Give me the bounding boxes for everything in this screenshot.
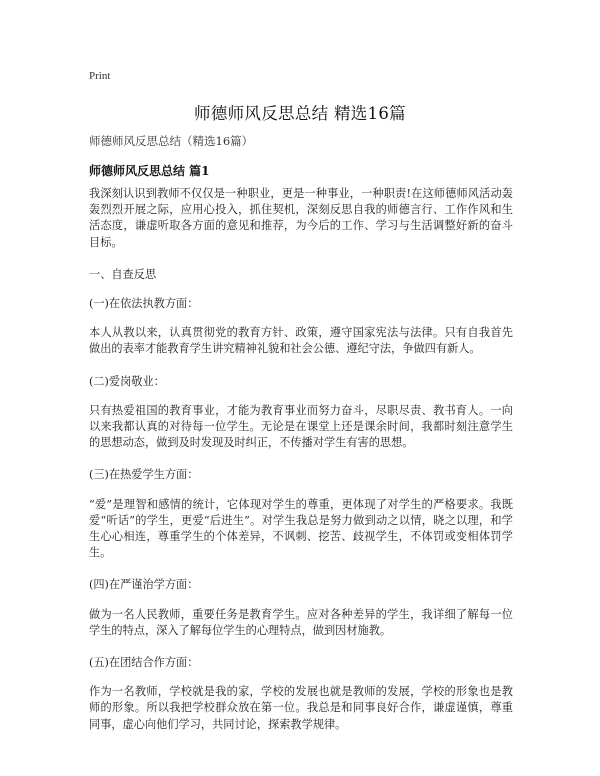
section-heading-self-review: 一、自查反思 (89, 267, 157, 281)
subheading-teamwork: (五)在团结合作方面： (89, 656, 199, 670)
section-heading: 师德师风反思总结 篇1 (89, 164, 210, 178)
paragraph-law: 本人从教以来，认真贯彻党的教育方针、政策，遵守国家宪法与法律。只有自我首先做出的表率才能教育学生讲究精神礼貌和社会公德、遵纪守法，争做四有新人。 (89, 326, 513, 356)
paragraph-love-students: “爱”是理智和感情的统计，它体现对学生的尊重，更体现了对学生的严格要求。我既爱“听话”的学生，更爱“后进生”。对学生我总是努力做到动之以情，晓之以理，和学生心心相连，尊重学生的个体差异，不讽刺、挖苦、歧视学生，不体罚或变相体罚学生。 (89, 497, 513, 560)
subheading-dedication: (二)爱岗敬业： (89, 374, 165, 388)
subheading-love-students: (三)在热爱学生方面： (89, 468, 199, 482)
subheading-law: (一)在依法执教方面： (89, 297, 199, 311)
document-title: 师德师风反思总结 精选16篇 (194, 104, 406, 123)
document-body (89, 186, 513, 749)
document-subtitle: 师德师风反思总结（精选16篇） (89, 134, 254, 148)
subheading-rigorous-study: (四)在严谨治学方面： (89, 578, 199, 592)
print-label[interactable]: Print (89, 70, 111, 82)
paragraph-rigorous-study: 做为一名人民教师，重要任务是教育学生。应对各种差异的学生，我详细了解每一位学生的特点，深入了解每位学生的心理特点，做到因材施教。 (89, 607, 513, 637)
paragraph-teamwork: 作为一名教师，学校就是我的家，学校的发展也就是教师的发展，学校的形象也是教师的形象。所以我把学校群众放在第一位。我总是和同事良好合作，谦虚谨慎，尊重同事，虚心向他们学习，共同讨论，探索教学规律。 (89, 685, 513, 731)
paragraph-dedication: 只有热爱祖国的教育事业，才能为教育事业而努力奋斗，尽职尽责、教书育人。一向以来我都认真的对待每一位学生。无论是在课堂上还是课余时间，我都时刻注意学生的思想动态，做到及时发现及时纠正，不传播对学生有害的思想。 (89, 403, 513, 450)
paragraph-intro: 我深刻认识到教师不仅仅是一种职业，更是一种事业，一种职责!在这师德师风活动轰轰烈烈开展之际，应用心投入，抓住契机，深刻反思自我的师德言行、工作作风和生活态度，谦虚听取各方面的意见和推荐，为今后的工作、学习与生活调整好新的奋斗目标。 (89, 187, 513, 249)
